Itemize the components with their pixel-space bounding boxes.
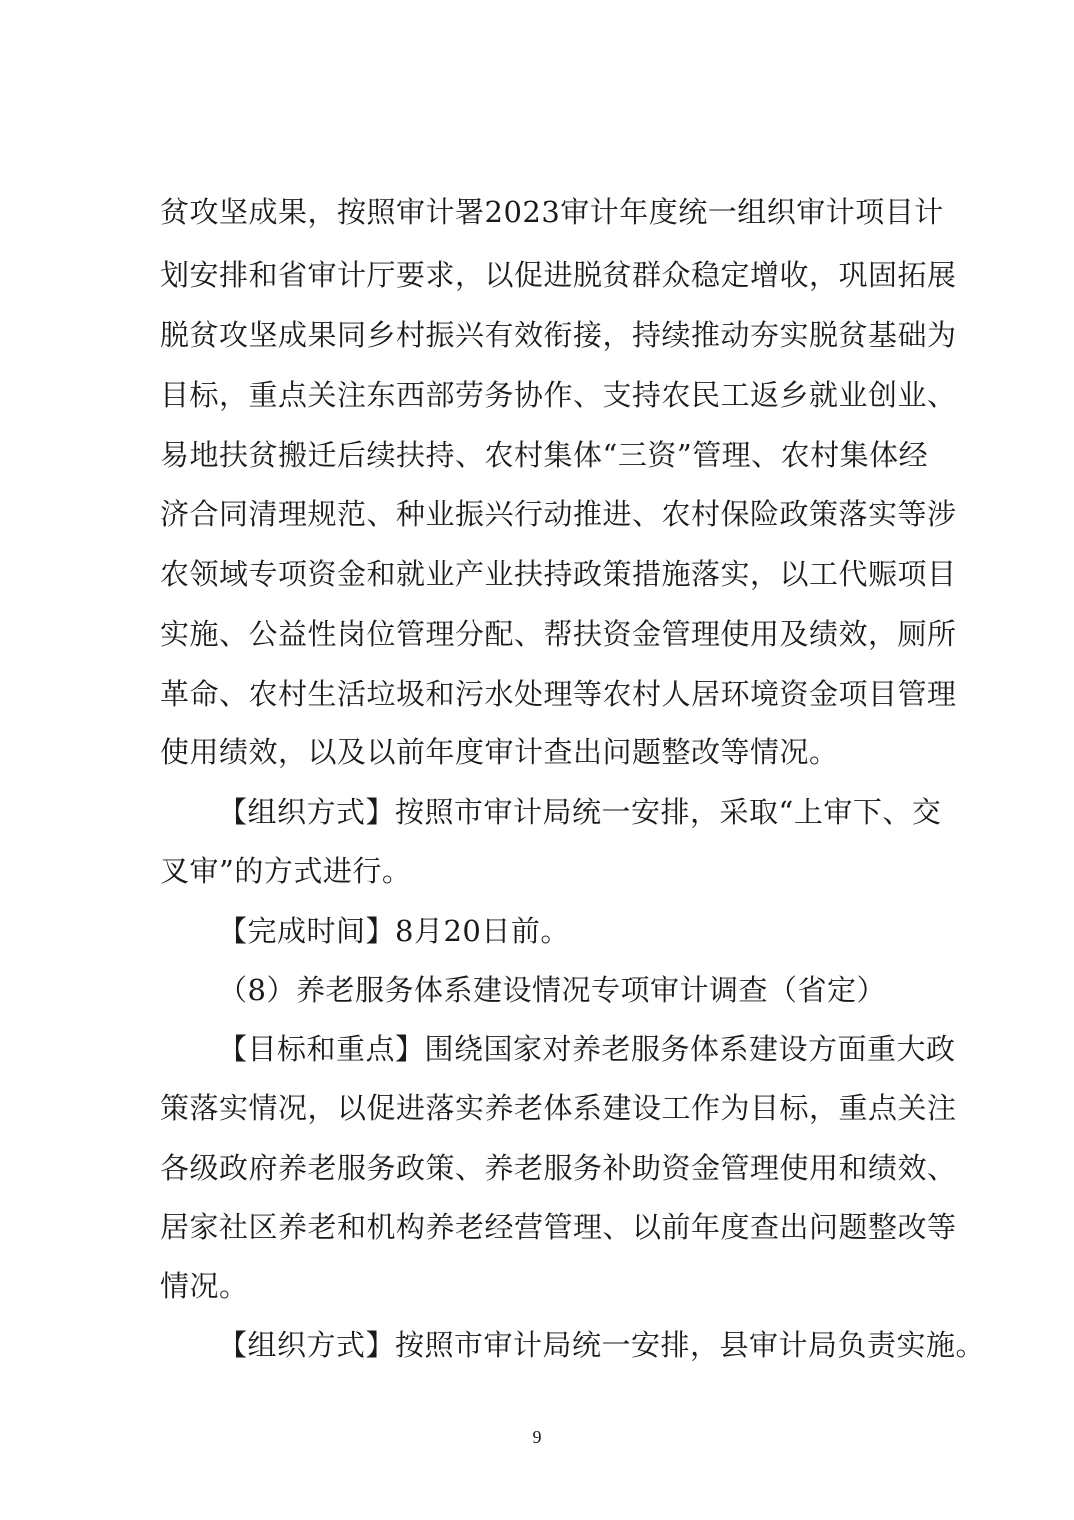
body-text-line: 贫攻坚成果，按照审计署2023审计年度统一组织审计项目计 <box>160 195 944 229</box>
page-number: 9 <box>532 1427 542 1447</box>
body-text-line: 济合同清理规范、种业振兴行动推进、农村保险政策落实等涉 <box>160 497 957 531</box>
body-text-line: 实施、公益性岗位管理分配、帮扶资金管理使用及绩效，厕所 <box>160 617 957 651</box>
body-text-line: 革命、农村生活垃圾和污水处理等农村人居环境资金项目管理 <box>160 677 957 711</box>
organization-method-line: 【组织方式】按照市审计局统一安排，县审计局负责实施。 <box>218 1328 986 1362</box>
body-text-line: 策落实情况，以促进落实养老体系建设工作为目标，重点关注 <box>160 1091 957 1125</box>
section-heading: （8）养老服务体系建设情况专项审计调查（省定） <box>218 973 886 1007</box>
body-text-line: 目标，重点关注东西部劳务协作、支持农民工返乡就业创业、 <box>160 378 957 412</box>
body-text-line: 脱贫攻坚成果同乡村振兴有效衔接，持续推动夯实脱贫基础为 <box>160 318 957 352</box>
body-text-line: 农领域专项资金和就业产业扶持政策措施落实，以工代赈项目 <box>160 557 957 591</box>
body-text-line: 划安排和省审计厅要求，以促进脱贫群众稳定增收，巩固拓展 <box>160 258 957 292</box>
body-text-line: 居家社区养老和机构养老经营管理、以前年度查出问题整改等 <box>160 1210 957 1244</box>
completion-time-line: 【完成时间】8月20日前。 <box>218 914 570 948</box>
body-text-line: 使用绩效，以及以前年度审计查出问题整改等情况。 <box>160 735 839 769</box>
body-text-line: 情况。 <box>160 1269 249 1303</box>
organization-method-line: 【组织方式】按照市审计局统一安排，采取“上审下、交 <box>218 795 942 829</box>
body-text-line: 易地扶贫搬迁后续扶持、农村集体“三资”管理、农村集体经 <box>160 438 929 472</box>
body-text-line: 各级政府养老服务政策、养老服务补助资金管理使用和绩效、 <box>160 1151 957 1185</box>
goal-and-focus-line: 【目标和重点】围绕国家对养老服务体系建设方面重大政 <box>218 1032 956 1066</box>
body-text-line: 叉审”的方式进行。 <box>160 854 412 888</box>
